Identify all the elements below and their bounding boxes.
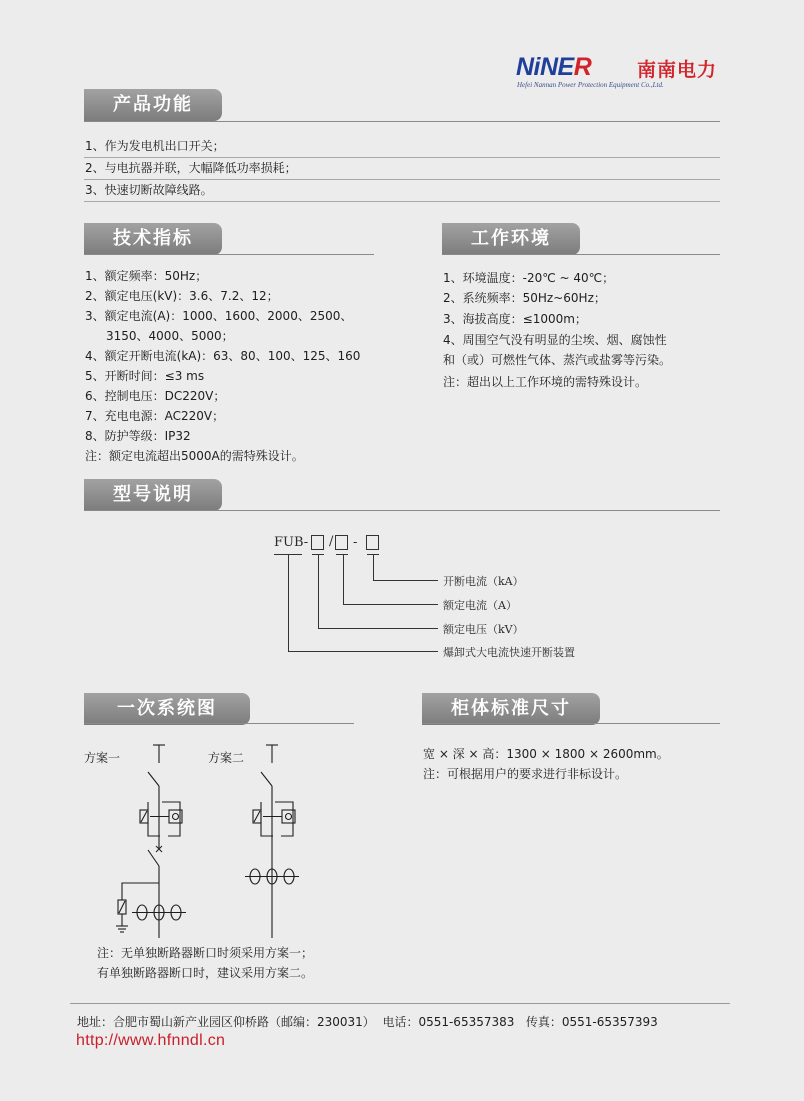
logo-chinese-name: 南南电力	[637, 59, 718, 81]
section-title-cabinet: 柜体标准尺寸	[422, 693, 600, 725]
model-code-box	[312, 536, 324, 550]
company-logo	[516, 53, 591, 82]
model-code-prefix: FUB-	[274, 535, 309, 550]
model-label-breaking-current: 开断电流（kA）	[443, 575, 524, 588]
model-label-rated-current: 额定电流（A）	[443, 599, 517, 612]
section-title-system-diagram: 一次系统图	[84, 693, 250, 725]
environment-note: 注：超出以上工作环境的需特殊设计。	[443, 375, 648, 389]
divider	[84, 201, 720, 202]
model-label-rated-voltage: 额定电压（kV）	[443, 623, 524, 636]
spec-line: 4、额定开断电流(kA)：63、80、100、125、160	[85, 349, 361, 363]
cabinet-dimensions: 宽 × 深 × 高：1300 × 1800 × 2600mm。	[423, 747, 669, 761]
spec-line: 6、控制电压：DC220V；	[85, 389, 226, 403]
section-title-specs: 技术指标	[84, 223, 222, 255]
environment-line: 2、系统频率：50Hz~60Hz；	[443, 291, 606, 305]
model-code-box	[336, 536, 348, 550]
footer-contact: 地址：合肥市蜀山新产业园区仰桥路（邮编：230031） 电话：0551-65357383 传真：0551-65357393	[77, 1015, 658, 1029]
footer-website-link[interactable]: http://www.hfnndl.cn	[76, 1032, 226, 1049]
function-item: 1、作为发电机出口开关；	[85, 139, 225, 153]
environment-line: 3、海拔高度：≤1000m；	[443, 312, 587, 326]
logo-wordmark: NiNE	[516, 53, 574, 81]
single-line-diagram	[100, 738, 320, 948]
divider	[84, 510, 720, 511]
spec-line: 7、充电电源：AC220V；	[85, 409, 225, 423]
logo-wordmark-r: R	[573, 53, 592, 81]
spec-line: 1、额定频率：50Hz；	[85, 269, 208, 283]
divider	[84, 121, 720, 122]
logo-subtitle: Hefei Nannan Power Protection Equipment Co.,Ltd.	[517, 81, 664, 89]
environment-line: 和（或）可燃性气体、蒸汽或盐雾等污染。	[443, 353, 672, 367]
spec-line: 3150、4000、5000；	[106, 329, 234, 343]
divider	[442, 254, 720, 255]
scheme1-circuit	[116, 745, 186, 938]
environment-line: 1、环境温度：-20℃ ~ 40℃；	[443, 271, 615, 285]
diagram-note: 有单独断路器断口时，建议采用方案二。	[97, 966, 314, 980]
environment-line: 4、周围空气没有明显的尘埃、烟、腐蚀性	[443, 333, 667, 347]
function-item: 3、快速切断故障线路。	[85, 183, 213, 197]
spec-note: 注：额定电流超出5000A的需特殊设计。	[85, 449, 304, 463]
model-code-box	[367, 536, 379, 550]
scheme2-label: 方案二	[208, 751, 245, 765]
footer-divider	[70, 1003, 730, 1004]
cabinet-note: 注：可根据用户的要求进行非标设计。	[423, 767, 628, 781]
spec-line: 2、额定电压(kV)：3.6、7.2、12；	[85, 289, 279, 303]
model-label-device-name: 爆卸式大电流快速开断装置	[443, 646, 575, 659]
spec-line: 8、防护等级：IP32	[85, 429, 191, 443]
spec-line: 5、开断时间：≤3 ms	[85, 369, 205, 383]
section-title-model: 型号说明	[84, 479, 222, 511]
model-code-slash: /	[329, 534, 334, 549]
divider	[422, 723, 720, 724]
divider	[84, 723, 354, 724]
scheme1-label: 方案一	[84, 751, 121, 765]
section-title-environment: 工作环境	[442, 223, 580, 255]
model-code-dash: -	[353, 535, 358, 550]
function-item: 2、与电抗器并联，大幅降低功率损耗；	[85, 161, 297, 175]
section-title-functions: 产品功能	[84, 89, 222, 121]
scheme2-circuit	[245, 745, 299, 938]
divider	[84, 254, 374, 255]
spec-line: 3、额定电流(A)：1000、1600、2000、2500、	[85, 309, 353, 323]
diagram-note: 注：无单独断路器断口时须采用方案一；	[97, 946, 314, 960]
model-code-diagram	[270, 530, 470, 660]
